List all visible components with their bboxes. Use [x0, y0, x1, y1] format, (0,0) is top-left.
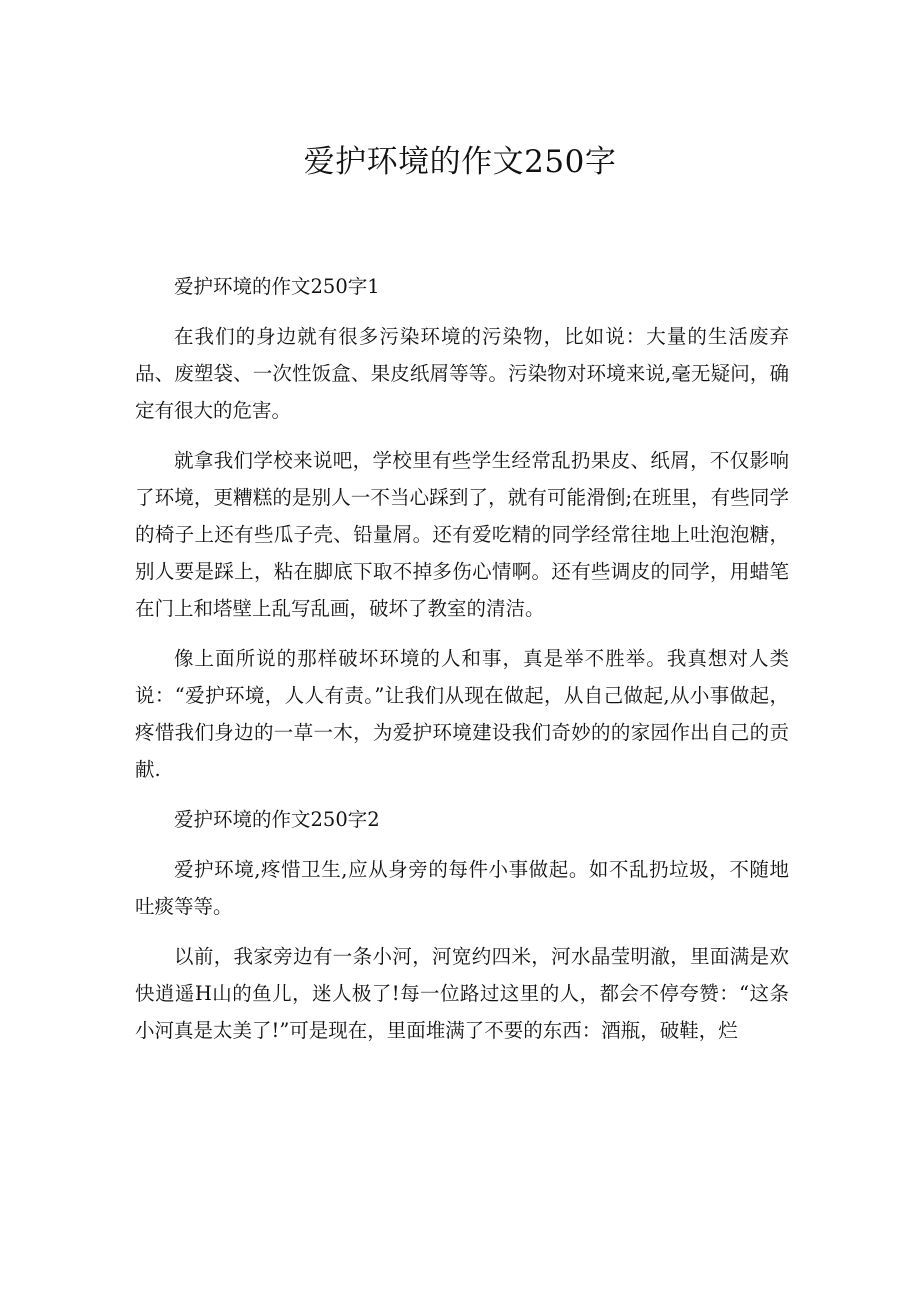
paragraph: 就拿我们学校来说吧，学校里有些学生经常乱扔果皮、纸屑，不仅影响了环境，更糟糕的是别人一不当心踩到了，就有可能滑倒;在班里，有些同学的椅子上还有些瓜子壳、铅量屑。还有爱吃精的同学经常往地上吐泡泡糖，别人要是踩上，粘在脚底下取不掉多伤心情啊。还有些调皮的同学，用蜡笔在门上和塔壁上乱写乱画，破坏了教室的清洁。: [135, 449, 789, 620]
section-heading-1: 爱护环境的作文250字1: [174, 275, 380, 298]
paragraph: 爱护环境,疼惜卫生,应从身旁的每件小事做起。如不乱扔垃圾，不随地吐痰等等。: [135, 858, 789, 918]
section-heading-2: 爱护环境的作文250字2: [174, 808, 380, 831]
paragraph: 像上面所说的那样破坏环境的人和事，真是举不胜举。我真想对人类说：“爱护环境，人人有责。”让我们从现在做起，从自己做起,从小事做起，疼惜我们身边的一草一木，为爱护环境建设我们奇妙的的家园作出自己的贡献.: [135, 647, 789, 781]
document-title: 爱护环境的作文250字: [303, 144, 617, 180]
paragraph: 在我们的身边就有很多污染环境的污染物，比如说：大量的生活废弃品、废塑袋、一次性饭盒、果皮纸屑等等。污染物对环境来说,毫无疑问，确定有很大的危害。: [135, 325, 789, 422]
document-body: [135, 268, 789, 1062]
paragraph: 以前，我家旁边有一条小河，河宽约四米，河水晶莹明澈，里面满是欢快逍遥H山的鱼儿，迷人极了!每一位路过这里的人，都会不停夸赞：“这条小河真是太美了!”可是现在，里面堆满了不要的东西：酒瓶，破鞋，烂: [135, 945, 789, 1042]
